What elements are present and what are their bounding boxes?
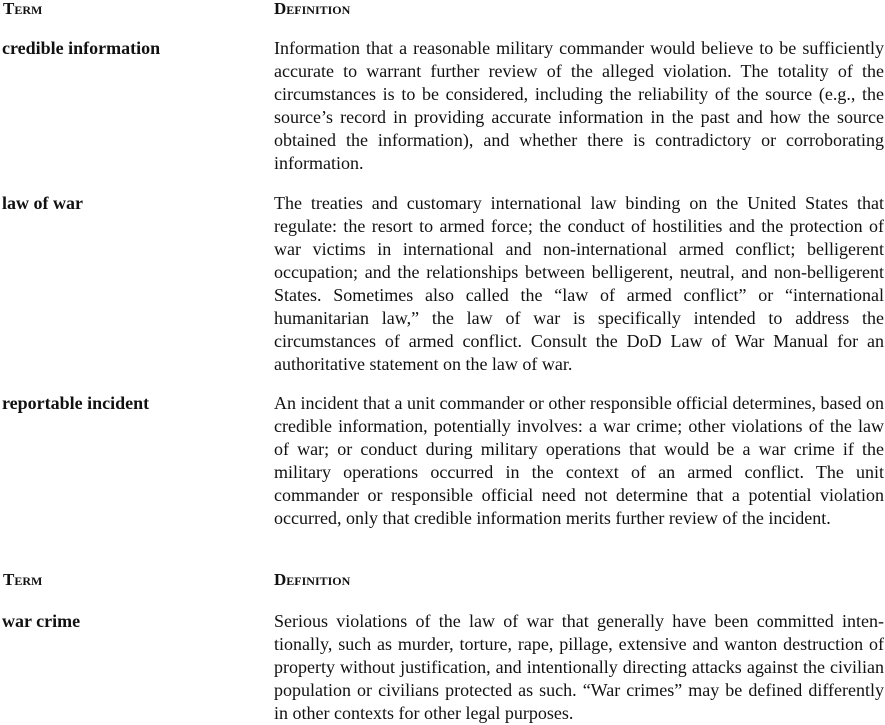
glossary-term: credible information	[2, 38, 161, 58]
table-header	[0, 571, 885, 591]
glossary-term: law of war	[2, 193, 83, 213]
glossary-definition: Serious violations of the law of war that generally have been committed intentionally, such as murder, torture, rape, pillage, extensive and wanton destruction of property without justification, and intentionally directing attacks against the civilian population or civilians protected as such. “War crimes” may be defined differently in other contexts for other legal purposes.	[274, 611, 884, 723]
definition-column-header: Definition	[274, 570, 351, 589]
table-header	[0, 0, 885, 20]
glossary-term: war crime	[2, 611, 81, 631]
glossary-definition: Information that a reasonable military commander would believe to be sufficiently accurate to warrant further review of the alleged violation. The totality of the circumstances is to be considered, including the reliability of the source (e.g., the source’s record in providing accurate information in the past and how the source obtained the information), and whether there is contradictory or corroborating information.	[274, 38, 884, 173]
glossary-definition: An incident that a unit commander or other responsible official determines, based on credible information, potentially involves: a war crime; other violations of the law of war; or conduct during military operations that would be a war crime if the military operations occurred in the context of an armed conflict. The unit commander or responsible official need not determine that a potential violation occurred, only that credible information merits further review of the incident.	[274, 393, 884, 528]
glossary-term: reportable incident	[2, 393, 150, 413]
definition-column-header: Definition	[274, 0, 351, 18]
term-column-header: Term	[3, 570, 43, 589]
term-column-header: Term	[3, 0, 43, 18]
glossary-definition: The treaties and customary international law binding on the United States that regulate: the resort to armed force; the conduct of hostilities and the protection of war victims in international and non-international armed conflict; belligerent occupation; and the relationships between belligerent, neutral, and non-belligerent States. Sometimes also called the “law of armed conflict” or “international humanitarian law,” the law of war is specifically intended to address the circumstances of armed conflict. Consult the DoD Law of War Manual for an authoritative statement on the law of war.	[274, 193, 884, 374]
